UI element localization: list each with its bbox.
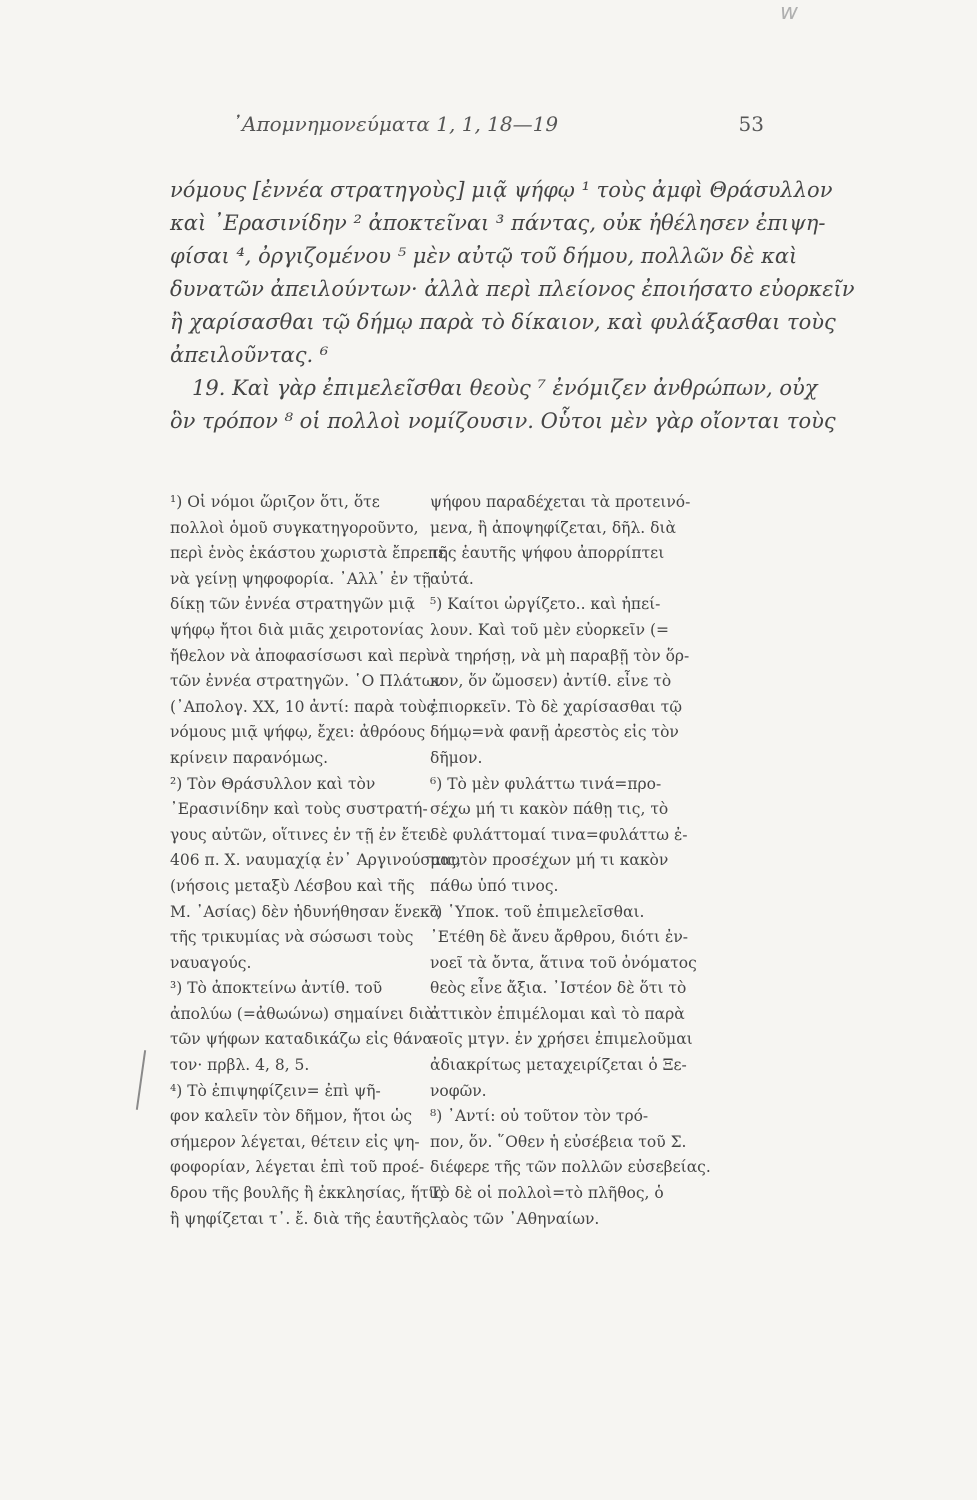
footnote-line: μαυτὸν προσέχων μή τι κακὸν	[430, 851, 669, 870]
footnote-line: λαὸς τῶν ᾿Αθηναίων.	[430, 1209, 600, 1228]
footnote-line: ναυαγούς.	[170, 953, 252, 972]
footnote-line: πάθω ὑπό τινος.	[430, 876, 559, 895]
footnote-line: δήμῳ=νὰ φανῇ ἀρεστὸς εἰς τὸν	[430, 723, 679, 742]
main-text-line: ἢ χαρίσασθαι τῷ δήμῳ παρὰ τὸ δίκαιον, καὶ φυλάξασθαι τοὺς	[170, 310, 836, 334]
main-text-line: καὶ ᾿Ερασινίδην ² ἀποκτεῖναι ³ πάντας, οὐκ ἠθέλησεν ἐπιψη-	[170, 211, 826, 235]
footnote-line: ἢ ψηφίζεται τ᾿. ἔ. διὰ τῆς ἑαυτῆς	[170, 1209, 431, 1228]
footnote-line: σήμερον λέγεται, θέτειν εἰς ψη-	[170, 1132, 420, 1151]
footnote-line: μενα, ἢ ἀποψηφίζεται, δῆλ. διὰ	[430, 518, 676, 537]
main-text-block	[170, 174, 855, 438]
footnote-line: ⁵) Καίτοι ὠργίζετο.. καὶ ἠπεί-	[430, 595, 661, 614]
footnote-line: ἐπιορκεῖν. Τὸ δὲ χαρίσασθαι τῷ	[430, 697, 682, 716]
footnote-line: ³) Τὸ ἀποκτείνω ἀντίθ. τοῦ	[170, 979, 383, 998]
footnote-line: ¹) Οἱ νόμοι ὥριζον ὅτι, ὅτε	[170, 493, 380, 511]
pencil-margin-mark: w	[780, 0, 798, 25]
footnote-line: ⁸) ᾿Αντί: οὐ τοῦτον τὸν τρό-	[430, 1107, 649, 1126]
footnote-line: ⁴) Τὸ ἐπιψηφίζειν= ἐπὶ ψῆ-	[170, 1081, 381, 1100]
running-title: ᾿Απομνημονεύματα 1, 1, 18—19	[232, 112, 559, 136]
footnote-line: νὰ τηρήσῃ, νὰ μὴ παραβῇ τὸν ὅρ-	[430, 646, 690, 665]
footnote-line: διέφερε τῆς τῶν πολλῶν εὐσεβείας.	[430, 1158, 711, 1177]
footnote-line: φοφορίαν, λέγεται ἐπὶ τοῦ προέ-	[170, 1158, 425, 1177]
running-header	[232, 112, 764, 136]
footnote-line: τοῖς μτγν. ἐν χρήσει ἐπιμελοῦμαι	[430, 1030, 693, 1049]
footnote-line: λουν. Καὶ τοῦ μὲν εὐορκεῖν (=	[430, 620, 669, 639]
footnote-line: ἀττικὸν ἐπιμέλομαι καὶ τὸ παρὰ	[430, 1004, 685, 1023]
page-number: 53	[738, 112, 764, 136]
footnote-line: πον, ὅν. ῞Οθεν ἡ εὐσέβεια τοῦ Σ.	[430, 1132, 687, 1151]
footnote-line: νόμους μιᾷ ψήφῳ, ἔχει: ἀθρόους	[170, 723, 426, 742]
footnote-line: ἀπολύω (=ἀθωώνω) σημαίνει διὰ	[170, 1004, 435, 1023]
footnote-line: αὐτά.	[430, 569, 474, 588]
main-text-line: δυνατῶν ἀπειλούντων· ἀλλὰ περὶ πλείονος ἐποιήσατο εὐορκεῖν	[170, 277, 855, 301]
footnote-line: (νήσοις μεταξὺ Λέσβου καὶ τῆς	[170, 876, 415, 895]
margin-pencil-stroke	[136, 1050, 146, 1110]
footnote-line: ᾿Ερασινίδην καὶ τοὺς συστρατή-	[170, 800, 428, 819]
footnote-line: κον, ὅν ὤμοσεν) ἀντίθ. εἶνε τὸ	[430, 672, 672, 691]
main-text-line: φίσαι ⁴, ὀργιζομένου ⁵ μὲν αὐτῷ τοῦ δήμου, πολλῶν δὲ καὶ	[170, 244, 798, 268]
footnote-line: τῶν ἐννέα στρατηγῶν. ῾Ο Πλάτων	[170, 672, 444, 691]
footnote-line: Μ. ᾿Ασίας) δὲν ἠδυνήθησαν ἕνεκα	[170, 902, 441, 921]
footnote-line: ᾿Ετέθη δὲ ἄνευ ἄρθρου, διότι ἐν-	[430, 928, 688, 947]
footnote-line: ⁶) Τὸ μὲν φυλάττω τινά=προ-	[430, 774, 662, 793]
main-text-line: ἀπειλοῦντας. ⁶	[170, 343, 329, 367]
footnote-line: ψήφῳ ἤτοι διὰ μιᾶς χειροτονίας	[170, 620, 424, 639]
footnote-line: δὲ φυλάττομαί τινα=φυλάττω ἐ-	[430, 825, 688, 844]
footnote-line: θεὸς εἶνε ἄξια. ᾿Ιστέον δὲ ὅτι τὸ	[430, 979, 687, 998]
footnote-line: ψήφου παραδέχεται τὰ προτεινό-	[430, 493, 691, 511]
footnote-line: ⁷) ῾Υποκ. τοῦ ἐπιμελεῖσθαι.	[430, 902, 645, 921]
footnote-line: νὰ γείνῃ ψηφοφορία. ᾿Αλλ᾿ ἐν τῇ	[170, 569, 431, 588]
footnote-line: ἤθελον νὰ ἀποφασίσωσι καὶ περὶ	[170, 646, 433, 665]
footnotes-right-column	[430, 490, 764, 1232]
footnote-line: νοεῖ τὰ ὄντα, ἅτινα τοῦ ὀνόματος	[430, 953, 697, 972]
footnote-line: νοφῶν.	[430, 1081, 487, 1100]
footnote-line: περὶ ἑνὸς ἑκάστου χωριστὰ ἔπρεπε	[170, 544, 446, 563]
footnote-line: πολλοὶ ὁμοῦ συγκατηγοροῦντο,	[170, 518, 419, 537]
footnote-line: κρίνειν παρανόμως.	[170, 748, 329, 767]
footnote-line: τῶν ψήφων καταδικάζω εἰς θάνα-	[170, 1030, 439, 1049]
main-text-line: ὃν τρόπον ⁸ οἱ πολλοὶ νομίζουσιν. Οὗτοι μὲν γὰρ οἴονται τοὺς	[170, 409, 836, 433]
main-text-line: 19. Καὶ γὰρ ἐπιμελεῖσθαι θεοὺς ⁷ ἐνόμιζεν ἀνθρώπων, οὐχ	[192, 376, 818, 400]
footnote-line: τῆς τρικυμίας νὰ σώσωσι τοὺς	[170, 928, 414, 947]
footnote-line: ²) Τὸν Θράσυλλον καὶ τὸν	[170, 774, 376, 793]
footnote-line: τον· πρβλ. 4, 8, 5.	[170, 1056, 310, 1075]
footnote-line: 406 π. Χ. ναυμαχίᾳ ἐν᾿ Αργινούσαις,	[170, 851, 462, 870]
footnote-line: δρου τῆς βουλῆς ἢ ἐκκλησίας, ἥτις	[170, 1184, 444, 1203]
footnote-line: φον καλεῖν τὸν δῆμον, ἤτοι ὡς	[170, 1107, 413, 1126]
footnote-line: γους αὐτῶν, οἵτινες ἐν τῇ ἐν ἔτει	[170, 825, 433, 844]
footnote-line: (᾿Απολογ. XX, 10 ἀντί: παρὰ τοὺς	[170, 697, 436, 716]
main-text-line: νόμους [ἐννέα στρατηγοὺς] μιᾷ ψήφῳ ¹ τοὺς ἀμφὶ Θράσυλλον	[170, 178, 833, 202]
footnote-line: τῆς ἑαυτῆς ψήφου ἀπορρίπτει	[430, 544, 665, 563]
footnote-line: Τὸ δὲ οἱ πολλοὶ=τὸ πλῆθος, ὁ	[430, 1184, 664, 1203]
footnote-line: ἀδιακρίτως μεταχειρίζεται ὁ Ξε-	[430, 1056, 687, 1075]
footnote-line: δῆμον.	[430, 748, 483, 767]
footnote-line: σέχω μή τι κακὸν πάθῃ τις, τὸ	[430, 800, 669, 819]
footnote-line: δίκῃ τῶν ἐννέα στρατηγῶν μιᾷ	[170, 595, 415, 614]
